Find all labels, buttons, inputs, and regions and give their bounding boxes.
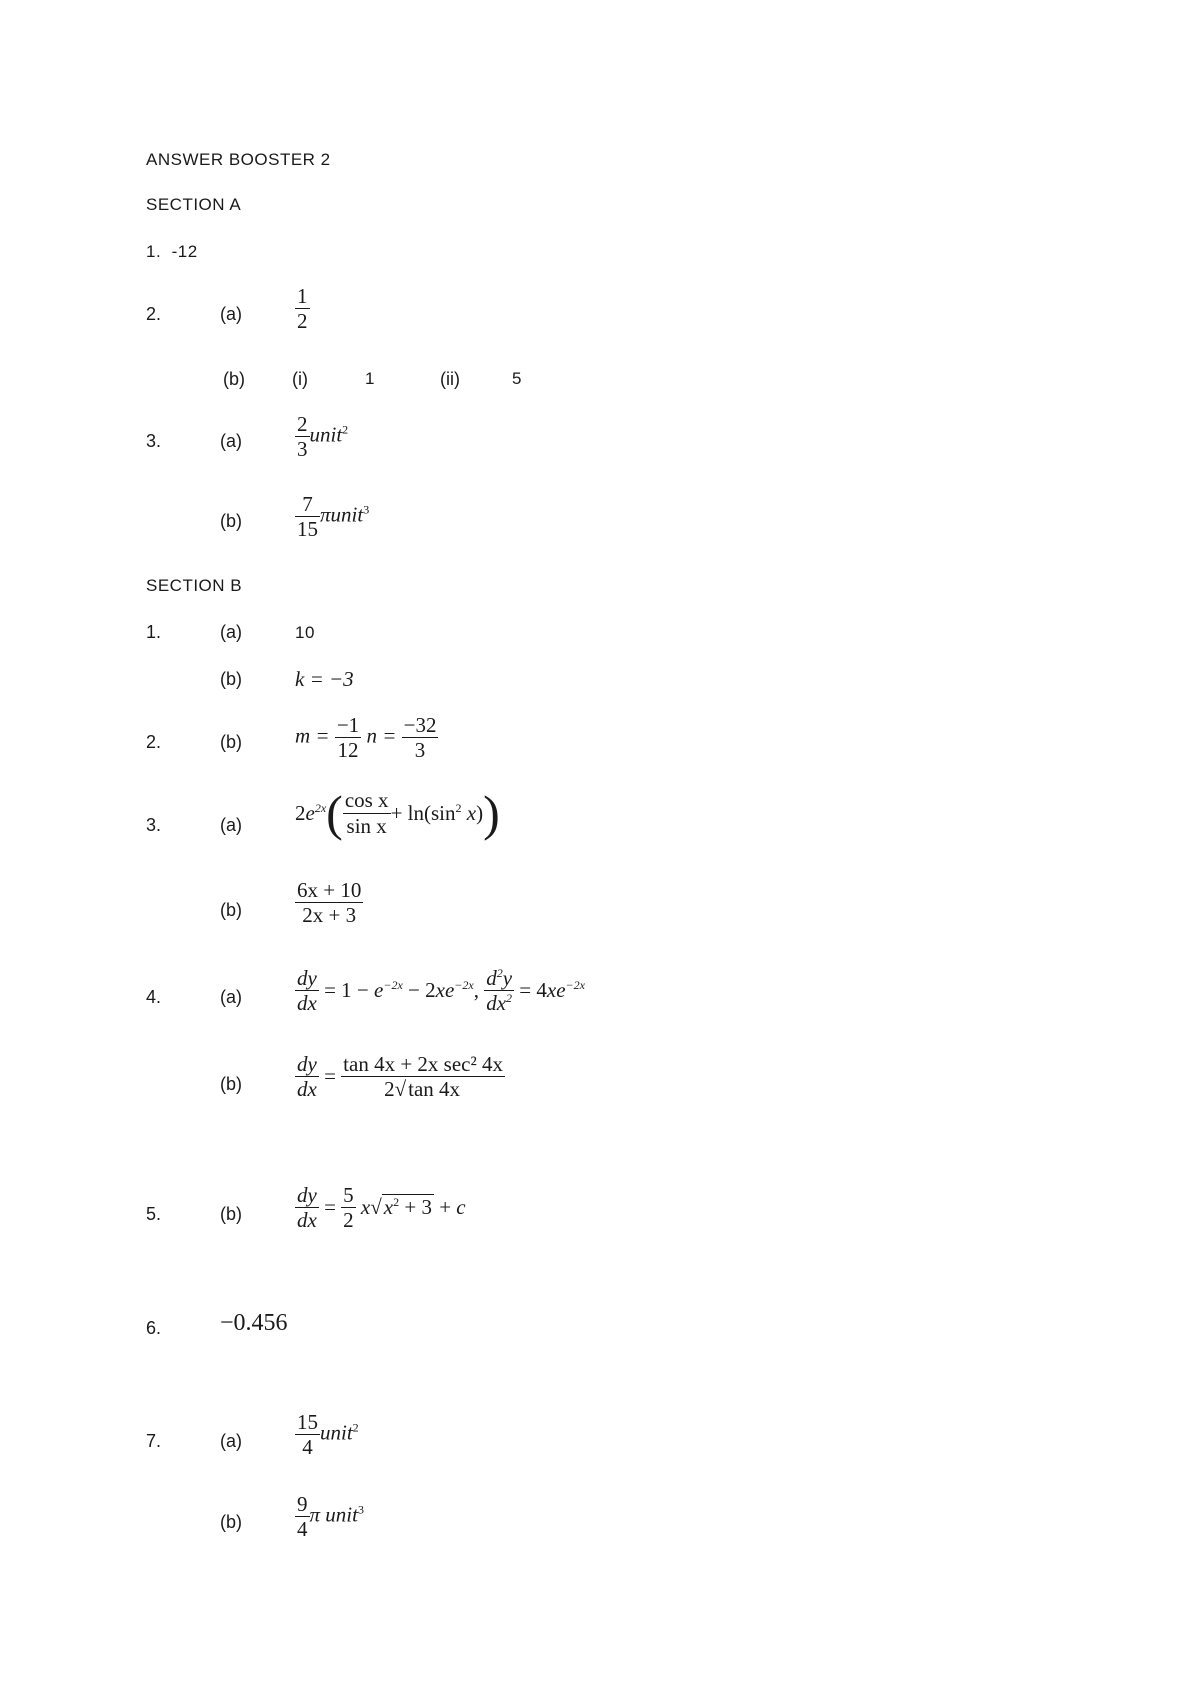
sa-q2b-ii-label: (ii) <box>440 369 460 389</box>
sb-q4a-answer: $\frac{dy}{dx}$ = $1 - e^{-2x} - 2xe^{-2x}$, $\frac{d^2y}{dx^2}$ = $4xe^{-2x}$ <box>297 966 585 1016</box>
sb-q5b-label: (b) <box>220 1204 242 1224</box>
fraction: $\frac{dy}{dx}$ <box>297 1183 317 1233</box>
sa-q2a-label: (a) <box>220 304 242 324</box>
sb-q1b-label: (b) <box>220 669 242 689</box>
sb-q2b-answer: m = $\frac{-1}{12}$ n = $\frac{-32}{3}$ <box>295 713 437 763</box>
sb-q1a-answer: 10 <box>295 623 315 642</box>
sb-q7b-answer: $\frac{9}{4}$ π unit$^3$ <box>297 1492 364 1542</box>
sb-q4-number: 4. <box>146 987 162 1007</box>
fraction: $\frac{9}{4}$ <box>297 1492 308 1542</box>
section-b-heading: SECTION B <box>146 576 243 595</box>
sb-q7b-label: (b) <box>220 1512 242 1532</box>
sb-q6-number: 6. <box>146 1318 162 1338</box>
sa-q2a-answer <box>295 284 310 333</box>
section-a-heading: SECTION A <box>146 195 242 214</box>
fraction: $\frac{7}{15}$ <box>297 492 318 542</box>
fraction: $\frac{1}{2}$ <box>297 284 308 334</box>
sb-q3a-answer: $2e^{2x}$( $\frac{\text{cos x}}{\text{sin x}}$ + $\ln(\sin^2$ x)) <box>295 785 500 841</box>
sa-q2b-i-answer: 1 <box>365 369 375 388</box>
sa-q2b-i-label: (i) <box>292 369 308 389</box>
sb-q1b-answer: k = −3 <box>295 667 354 691</box>
sb-q3b-label: (b) <box>220 900 242 920</box>
sb-q2-number: 2. <box>146 732 162 752</box>
sb-q1a-label: (a) <box>220 622 242 642</box>
sa-q3a-answer: $\frac{2}{3}$ unit$^2$ <box>297 412 349 462</box>
fraction: $\frac{-32}{3}$ <box>403 713 437 763</box>
sa-q2-number: 2. <box>146 304 162 324</box>
fraction: $\frac{\text{cos x}}{\text{sin x}}$ <box>344 788 389 838</box>
answer-value: -12 <box>171 242 198 261</box>
sb-q7a-answer: $\frac{15}{4}$ unit$^2$ <box>297 1410 359 1460</box>
sb-q3a-label: (a) <box>220 815 242 835</box>
fraction: $\frac{\text{tan 4x + 2x sec² 4x}}{2√\tan 4x}$ <box>343 1052 504 1102</box>
sa-q1 <box>146 242 198 262</box>
fraction: $\frac{15}{4}$ <box>297 1410 318 1460</box>
question-number: 1. <box>146 242 162 261</box>
sb-q6-answer: −0.456 <box>220 1310 288 1336</box>
sa-q2b-label: (b) <box>223 369 245 389</box>
sa-q3a-label: (a) <box>220 431 242 451</box>
sa-q3b-label: (b) <box>220 511 242 531</box>
fraction: $\frac{dy}{dx}$ <box>297 1052 317 1102</box>
sb-q7-number: 7. <box>146 1431 162 1451</box>
sb-q4a-label: (a) <box>220 987 242 1007</box>
sa-q3b-answer: $\frac{7}{15}$ πunit$^3$ <box>297 492 370 542</box>
fraction: $\frac{6x + 10}{2x + 3}$ <box>297 878 362 928</box>
fraction: $\frac{dy}{dx}$ <box>297 966 317 1016</box>
fraction: $\frac{-1}{12}$ <box>336 713 360 763</box>
sb-q2b-label: (b) <box>220 732 242 752</box>
sb-q1-number: 1. <box>146 622 162 642</box>
fraction: $\frac{2}{3}$ <box>297 412 308 462</box>
sb-q5-number: 5. <box>146 1204 162 1224</box>
sa-q2b-ii-answer: 5 <box>512 369 522 388</box>
fraction: $\frac{5}{2}$ <box>343 1183 354 1233</box>
page-title: ANSWER BOOSTER 2 <box>146 150 331 169</box>
sb-q4b-label: (b) <box>220 1074 242 1094</box>
sb-q7a-label: (a) <box>220 1431 242 1451</box>
sa-q3-number: 3. <box>146 431 162 451</box>
sb-q5b-answer: $\frac{dy}{dx}$ = $\frac{5}{2}$ $x√x^2 + 3 + c$ <box>297 1183 466 1233</box>
sb-q4b-answer: $\frac{dy}{dx}$ = $\frac{\text{tan 4x + 2x sec² 4x}}{2√\tan 4x}$ <box>297 1052 504 1102</box>
fraction: $\frac{d^2y}{dx^2}$ <box>486 966 513 1016</box>
sb-q3-number: 3. <box>146 815 162 835</box>
sb-q3b-answer <box>295 878 363 927</box>
